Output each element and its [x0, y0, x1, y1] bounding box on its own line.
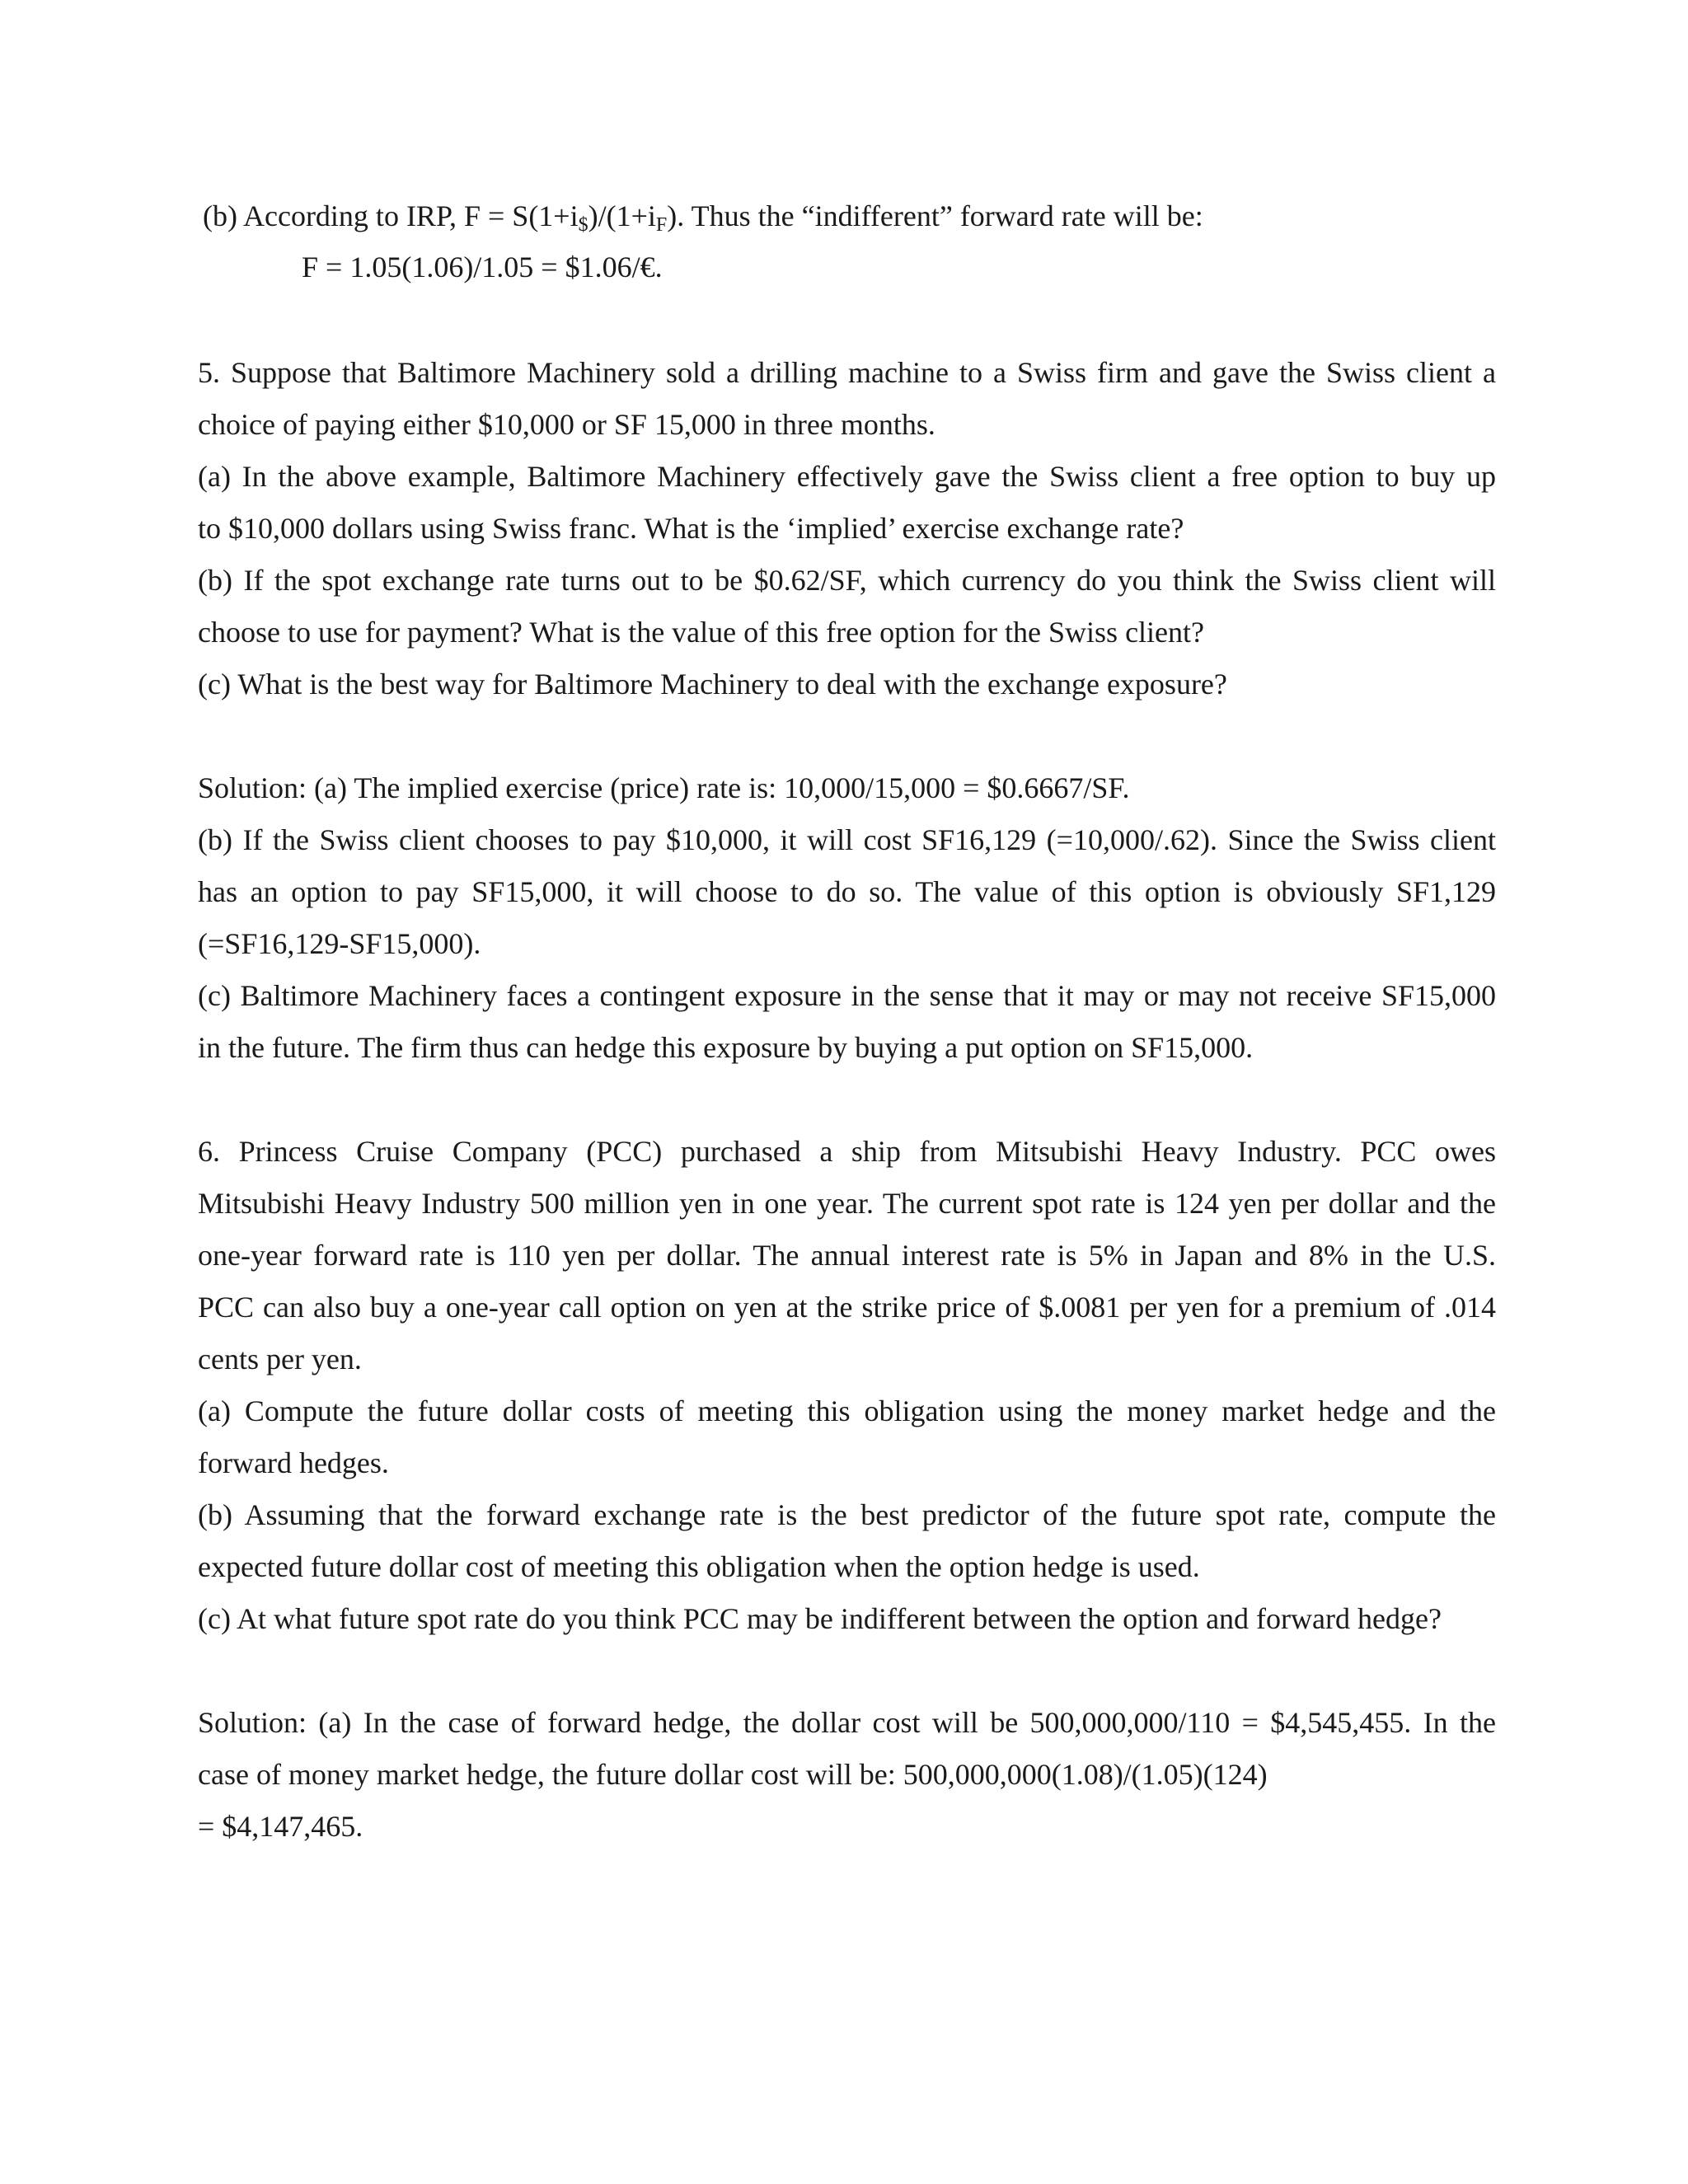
s5-line: Solution: (a) The implied exercise (price) rate is: 10,000/15,000 = $0.6667/SF. — [198, 771, 1130, 804]
irp-subscript-dollar: $ — [578, 214, 588, 236]
q5-line: 5. Suppose that Baltimore Machinery sold a drilling machine to a Swiss firm and gave the Swiss client a — [198, 356, 1496, 389]
q5-line: (b) If the spot exchange rate turns out to be $0.62/SF, which currency do you think the Swiss client will — [198, 564, 1496, 597]
q6-line: (b) Assuming that the forward exchange rate is the best predictor of the future spot rate, compute the — [198, 1498, 1496, 1531]
s6-line: = $4,147,465. — [198, 1810, 363, 1843]
q6-line: expected future dollar cost of meeting this obligation when the option hedge is used. — [198, 1550, 1200, 1583]
irp-text-3: ). Thus the “indifferent” forward rate will be: — [667, 199, 1203, 232]
q5-line: (a) In the above example, Baltimore Machinery effectively gave the Swiss client a free option to buy up — [198, 460, 1496, 493]
irp-statement — [203, 198, 1501, 234]
q6-line: PCC can also buy a one-year call option on yen at the strike price of $.0081 per yen for a premium of .014 — [198, 1291, 1496, 1324]
q6-line: (c) At what future spot rate do you think PCC may be indifferent between the option and forward hedge? — [198, 1602, 1442, 1635]
q6-line: 6. Princess Cruise Company (PCC) purchased a ship from Mitsubishi Heavy Industry. PCC owes — [198, 1135, 1496, 1168]
irp-text-2: )/(1+i — [588, 199, 656, 232]
q6-line: cents per yen. — [198, 1343, 362, 1376]
q5-line: (c) What is the best way for Baltimore Machinery to deal with the exchange exposure? — [198, 668, 1227, 701]
s6-line: Solution: (a) In the case of forward hedge, the dollar cost will be 500,000,000/110 = $4,545,455. In the — [198, 1706, 1496, 1739]
irp-subscript-f: F — [655, 214, 668, 236]
irp-formula: F = 1.05(1.06)/1.05 = $1.06/€. — [302, 251, 663, 284]
s6-line: case of money market hedge, the future dollar cost will be: 500,000,000(1.08)/(1.05)(124) — [198, 1758, 1268, 1791]
s5-line: has an option to pay SF15,000, it will choose to do so. The value of this option is obviously SF1,129 — [198, 875, 1496, 908]
q6-line: Mitsubishi Heavy Industry 500 million yen in one year. The current spot rate is 124 yen per dollar and the — [198, 1187, 1496, 1220]
s5-line: in the future. The firm thus can hedge this exposure by buying a put option on SF15,000. — [198, 1031, 1254, 1064]
q5-line: to $10,000 dollars using Swiss franc. What is the ‘implied’ exercise exchange rate? — [198, 512, 1184, 545]
irp-text-1: (b) According to IRP, F = S(1+i — [203, 199, 579, 232]
q6-line: forward hedges. — [198, 1446, 389, 1479]
q5-line: choose to use for payment? What is the value of this free option for the Swiss client? — [198, 616, 1205, 649]
q6-line: (a) Compute the future dollar costs of meeting this obligation using the money market hedge and the — [198, 1394, 1496, 1427]
q5-line: choice of paying either $10,000 or SF 15,000 in three months. — [198, 408, 935, 441]
s5-line: (c) Baltimore Machinery faces a contingent exposure in the sense that it may or may not receive SF15,000 — [198, 979, 1496, 1012]
s5-line: (=SF16,129-SF15,000). — [198, 927, 481, 960]
q6-line: one-year forward rate is 110 yen per dollar. The annual interest rate is 5% in Japan and 8% in the U.S. — [198, 1239, 1496, 1272]
s5-line: (b) If the Swiss client chooses to pay $10,000, it will cost SF16,129 (=10,000/.62). Since the Swiss client — [198, 823, 1496, 856]
